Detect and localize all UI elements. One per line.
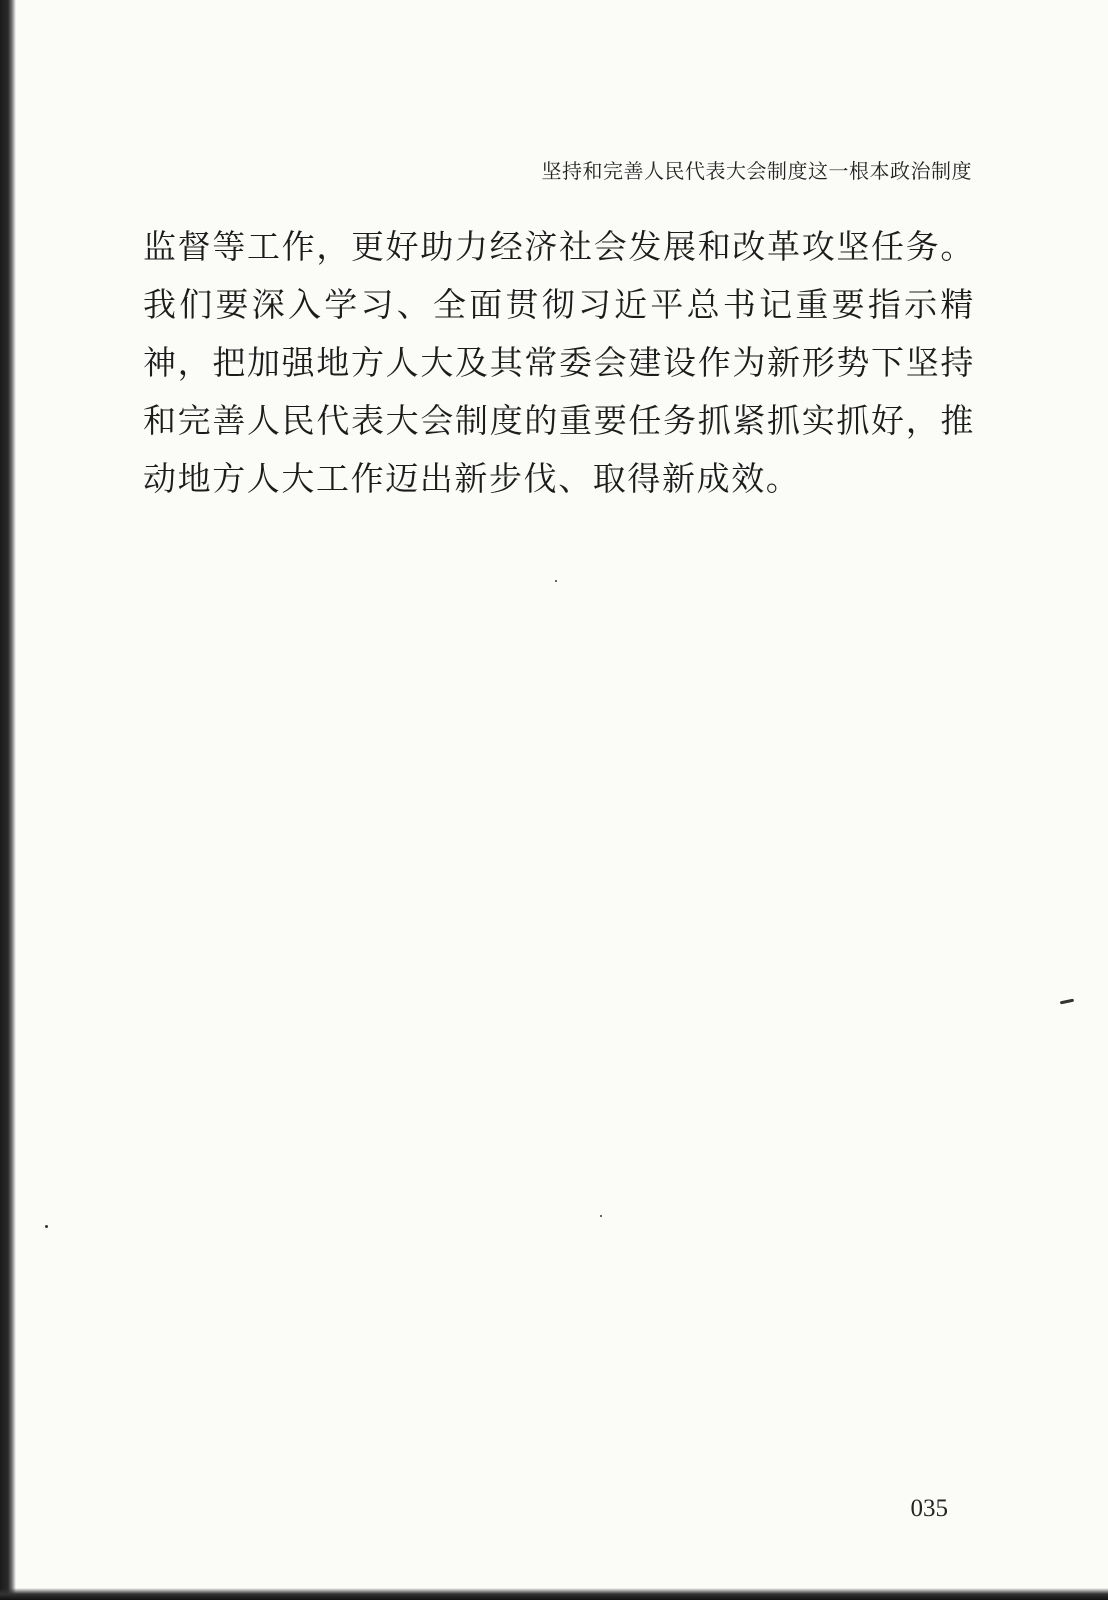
scan-speck [600, 1215, 602, 1217]
scan-speck [45, 1225, 48, 1228]
running-header: 坚持和完善人民代表大会制度这一根本政治制度 [541, 159, 972, 183]
scan-speck [555, 580, 557, 582]
binding-shadow [0, 0, 16, 1600]
bottom-edge-shadow [0, 1588, 1108, 1600]
page-number: 035 [910, 1495, 948, 1522]
scan-speck [1060, 999, 1074, 1005]
body-paragraph: 监督等工作，更好助力经济社会发展和改革攻坚任务。我们要深入学习、全面贯彻习近平总书记重要指示精神，把加强地方人大及其常委会建设作为新形势下坚持和完善人民代表大会制度的重要任务抓紧抓实抓好，推动地方人大工作迈出新步伐、取得新成效。 [143, 227, 975, 498]
